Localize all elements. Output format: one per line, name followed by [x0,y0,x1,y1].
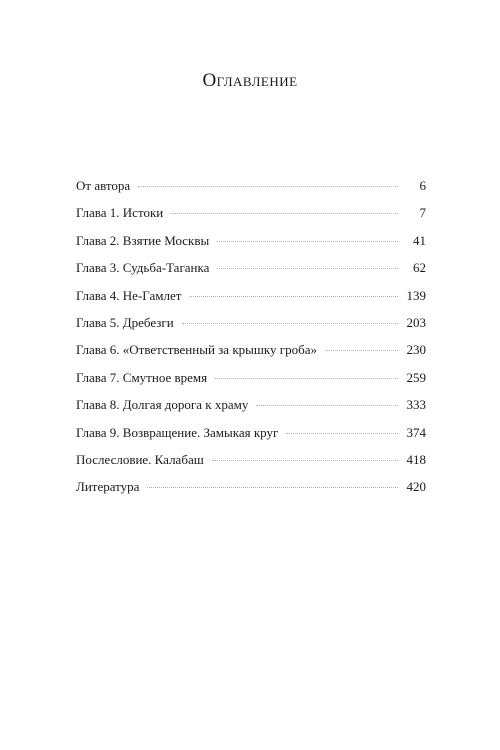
toc-entry-page: 259 [406,369,426,385]
toc-entry-title: Глава 4. Не-Гамлет [76,287,182,303]
toc-entry-title: Глава 6. «Ответственный за крышку гроба» [76,342,317,358]
toc-entry-title: Глава 7. Смутное время [76,369,208,385]
toc-entry-title: Глава 1. Истоки [76,205,164,221]
dot-leader [138,186,398,187]
toc-entry-page: 230 [406,342,426,358]
toc-entry-page: 139 [406,287,426,303]
toc-entry [76,423,426,450]
dot-leader [215,378,398,379]
toc-entry [76,477,426,504]
dot-leader [147,487,398,488]
toc-entry-title: Литература [76,479,140,495]
toc-entry [76,368,426,395]
toc-entry-page: 41 [413,232,426,248]
toc-entry [76,450,426,477]
page-title: Оглавление [202,70,298,91]
toc-entry-page: 203 [406,314,426,330]
toc-entry-page: 7 [419,205,426,221]
table-of-contents [76,176,426,505]
toc-entry-title: Послесловие. Калабаш [76,451,204,467]
toc-entry-page: 418 [406,451,426,467]
toc-entry-title: Глава 5. Дребезги [76,314,174,330]
dot-leader [256,405,398,406]
dot-leader [325,350,398,351]
toc-entry-page: 6 [419,178,426,193]
toc-entry [76,313,426,340]
dot-leader [182,323,398,324]
toc-entry [76,176,426,203]
toc-entry-title: Глава 3. Судьба-Таганка [76,260,210,276]
dot-leader [171,213,398,214]
toc-entry-title: Глава 9. Возвращение. Замыкая круг [76,424,279,440]
toc-entry [76,395,426,422]
toc-entry-page: 333 [406,397,426,413]
toc-entry-title: Глава 8. Долгая дорога к храму [76,397,249,413]
dot-leader [286,433,398,434]
toc-entry [76,286,426,313]
dot-leader [217,241,398,242]
toc-entry [76,203,426,230]
toc-entry-page: 420 [406,479,426,495]
toc-entry-title: От автора [76,178,131,193]
toc-entry-title: Глава 2. Взятие Москвы [76,232,210,248]
toc-entry-page: 62 [413,260,426,276]
toc-entry [76,231,426,258]
dot-leader [217,268,398,269]
dot-leader [212,460,398,461]
toc-entry [76,340,426,367]
toc-entry [76,258,426,285]
toc-entry-page: 374 [406,424,426,440]
dot-leader [189,296,398,297]
